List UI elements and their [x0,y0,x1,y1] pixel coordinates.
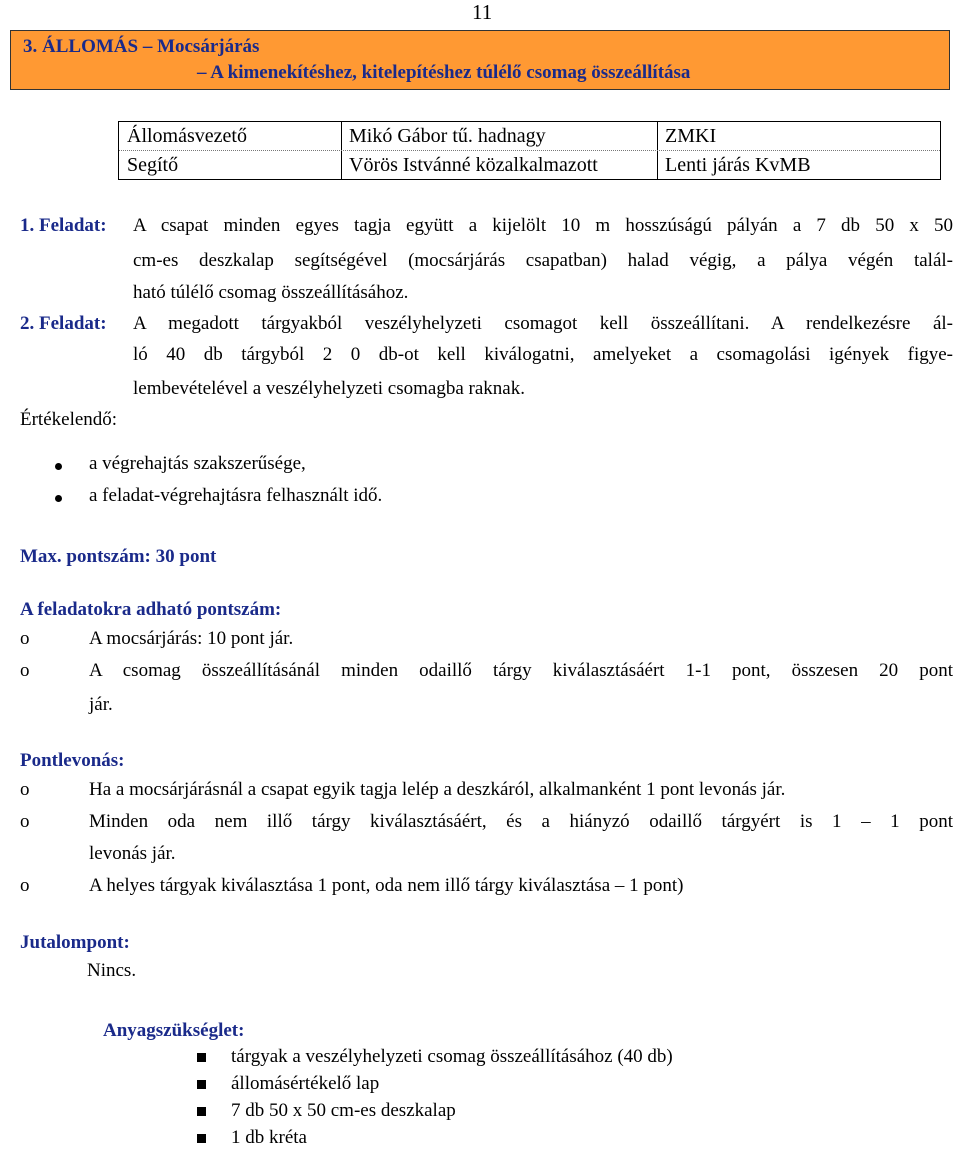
staff-org: Lenti járás KvMB [665,154,811,176]
task2-line1: A megadott tárgyakból veszélyhelyzeti csomagot kell összeállítani. A rendelkezésre ál- [133,313,953,334]
square-bullet-icon [197,1134,206,1143]
materials-item: 1 db kréta [231,1127,307,1148]
points-item: A csomag összeállításánál minden odaillő tárgy kiválasztásáért 1-1 pont, összesen 20 pont [89,660,953,681]
deduction-heading: Pontlevonás: [20,750,125,771]
evaluation-label: Értékelendő: [20,409,118,430]
task1-line1: A csapat minden egyes tagja együtt a kijelölt 10 m hosszúságú pályán a 7 db 50 x 50 [133,215,953,236]
bonus-value: Nincs. [87,960,137,981]
points-item-cont: jár. [89,694,113,715]
square-bullet-icon [197,1107,206,1116]
circle-bullet-icon: o [20,779,30,800]
materials-item: tárgyak a veszélyhelyzeti csomag összeállításához (40 db) [231,1046,673,1067]
page-number: 11 [472,0,493,24]
square-bullet-icon [197,1080,206,1089]
table-row [119,122,940,151]
deduction-item-cont: levonás jár. [89,843,176,864]
station-header [10,30,950,90]
task2-line3: lembevételével a veszélyhelyzeti csomagba raknak. [133,378,525,399]
materials-item: 7 db 50 x 50 cm-es deszkalap [231,1100,456,1121]
circle-bullet-icon: o [20,660,30,681]
max-points: Max. pontszám: 30 pont [20,546,217,567]
staff-name: Mikó Gábor tű. hadnagy [349,125,546,147]
deduction-item: Minden oda nem illő tárgy kiválasztásáért, és a hiányzó odaillő tárgyért is 1 – 1 pont [89,811,953,832]
points-item: A mocsárjárás: 10 pont jár. [89,628,294,649]
evaluation-item: a végrehajtás szakszerűsége, [89,453,306,474]
staff-table [118,121,941,180]
circle-bullet-icon: o [20,811,30,832]
station-subtitle: – A kimenekítéshez, kitelepítéshez túlélő csomag összeállítása [197,62,691,83]
task1-line2: cm-es deszkalap segítségével (mocsárjárás csapatban) halad végig, a pálya végén talál- [133,250,953,271]
staff-role: Állomásvezető [127,125,247,147]
staff-name: Vörös Istvánné közalkalmazott [349,154,598,176]
bullet-icon [55,495,62,502]
task1-line3: ható túlélő csomag összeállításához. [133,282,409,303]
task2-label: 2. Feladat: [20,313,107,334]
square-bullet-icon [197,1053,206,1062]
materials-heading: Anyagszükséglet: [103,1020,245,1041]
station-title: 3. ÁLLOMÁS – Mocsárjárás [23,36,260,57]
deduction-item: Ha a mocsárjárásnál a csapat egyik tagja lelép a deszkáról, alkalmanként 1 pont levonás jár. [89,779,786,800]
bonus-heading: Jutalompont: [20,932,130,953]
staff-org: ZMKI [665,125,717,147]
circle-bullet-icon: o [20,628,30,649]
staff-role: Segítő [127,154,179,176]
deduction-item: A helyes tárgyak kiválasztása 1 pont, oda nem illő tárgy kiválasztása – 1 pont) [89,875,684,896]
evaluation-item: a feladat-végrehajtásra felhasznált idő. [89,485,383,506]
task2-line2: ló 40 db tárgyból 2 0 db-ot kell kiválogatni, amelyeket a csomagolási igények figye- [133,344,953,365]
table-row [119,151,940,179]
task1-label: 1. Feladat: [20,215,107,236]
bullet-icon [55,463,62,470]
points-heading: A feladatokra adható pontszám: [20,599,282,620]
circle-bullet-icon: o [20,875,30,896]
materials-item: állomásértékelő lap [231,1073,380,1094]
